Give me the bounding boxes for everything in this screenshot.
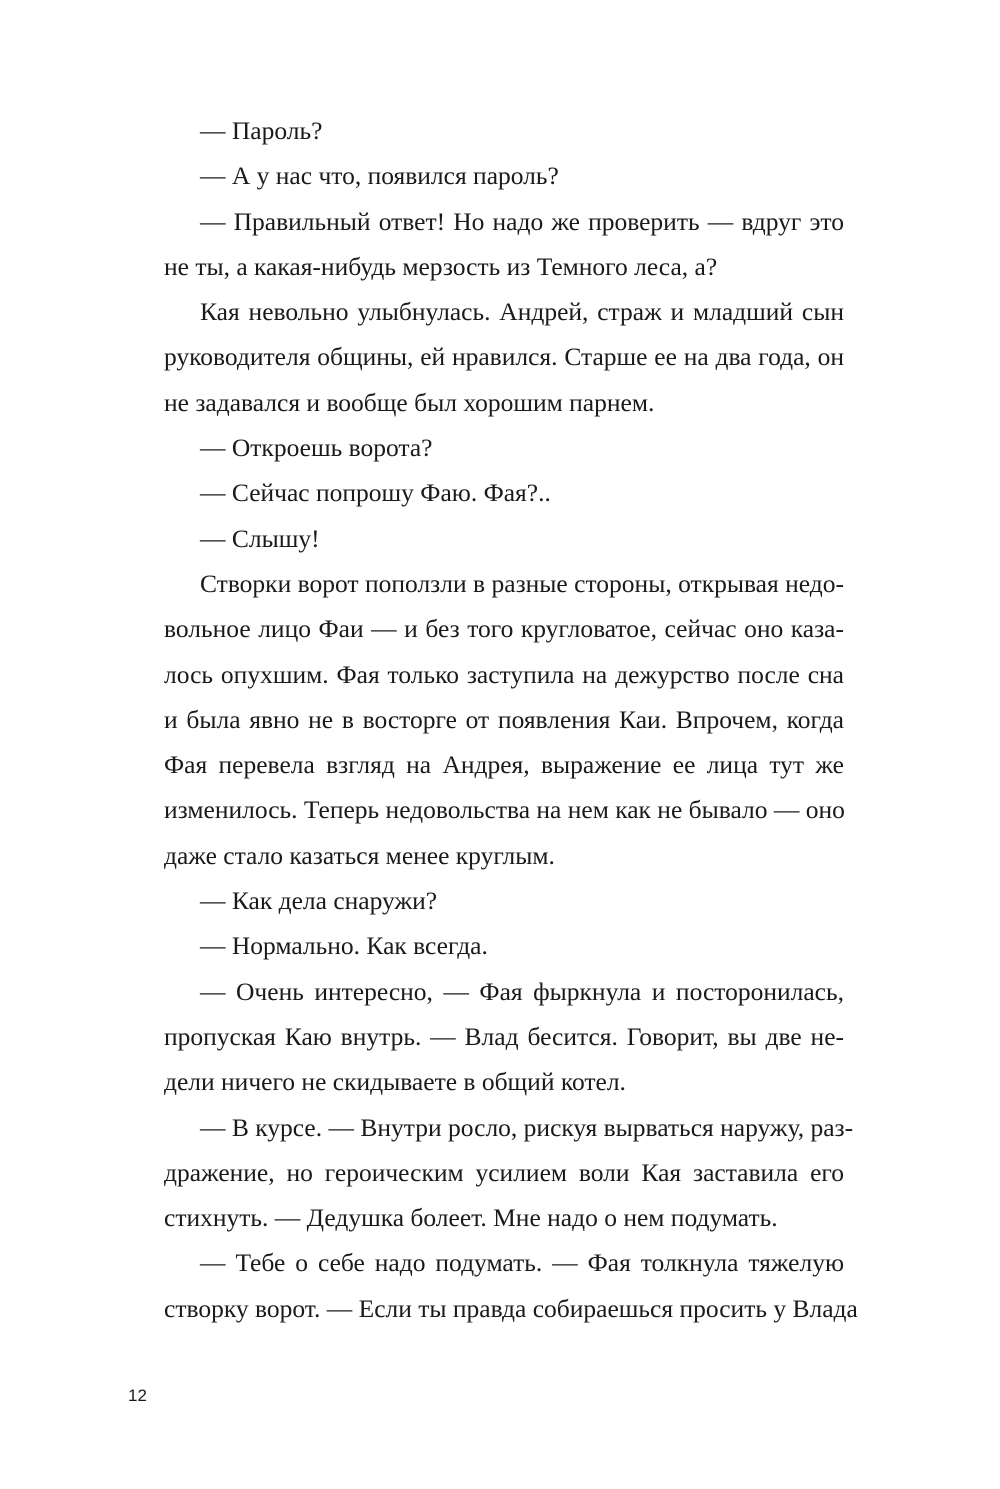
text-line: пропуская Каю внутрь. — Влад бесится. Говорит, вы две не-	[164, 1021, 844, 1051]
text-line: Створки ворот поползли в разные стороны, открывая недо-	[200, 568, 844, 598]
paragraph	[128, 199, 844, 290]
text-line: лось опухшим. Фая только заступила на дежурство после сна	[164, 659, 844, 689]
text-line: Кая невольно улыбнулась. Андрей, страж и младший сын	[200, 297, 844, 327]
text-line: не ты, а какая-нибудь мерзость из Темного леса, а?	[164, 251, 718, 281]
text-line: — Пароль?	[200, 116, 323, 145]
paragraph	[128, 1105, 854, 1241]
paragraph	[128, 108, 844, 153]
text-line: вольное лицо Фаи — и без того кругловатое, сейчас оно каза-	[164, 614, 844, 644]
text-line: даже стало казаться менее круглым.	[164, 840, 555, 870]
text-line: — Очень интересно, — Фая фыркнула и посторонилась,	[200, 976, 844, 1006]
text-line: — Тебе о себе надо подумать. — Фая толкнула тяжелую	[200, 1248, 844, 1278]
body-text	[128, 108, 858, 1331]
paragraph	[128, 923, 844, 968]
text-line: Фая перевела взгляд на Андрея, выражение ее лица тут же	[164, 750, 844, 780]
text-line: — Откроешь ворота?	[200, 433, 433, 463]
paragraph	[128, 561, 844, 878]
text-line: руководителя общины, ей нравился. Старше ее на два года, он	[164, 342, 844, 372]
paragraph	[128, 969, 844, 1105]
text-line: дражение, но героическим усилием воли Кая заставила его	[164, 1157, 844, 1187]
paragraph	[128, 425, 844, 470]
text-line: — Сейчас попрошу Фаю. Фая?..	[200, 478, 551, 508]
text-line: стихнуть. — Дедушка болеет. Мне надо о нем подумать.	[164, 1203, 778, 1233]
page-number: 12	[128, 1386, 147, 1405]
paragraph	[128, 1240, 858, 1331]
text-line: — Слышу!	[200, 523, 320, 553]
text-line: изменилось. Теперь недовольства на нем как не бывало — оно	[164, 795, 845, 825]
text-line: дели ничего не скидываете в общий котел.	[164, 1067, 626, 1097]
text-line: не задавался и вообще был хорошим парнем.	[164, 387, 655, 417]
paragraph	[128, 516, 844, 561]
text-line: — А у нас что, появился пароль?	[200, 161, 559, 191]
paragraph	[128, 153, 844, 198]
text-line: — Нормально. Как всегда.	[200, 931, 488, 961]
text-line: — Как дела снаружи?	[200, 886, 438, 916]
text-line: — В курсе. — Внутри росло, рискуя вырваться наружу, раз-	[200, 1112, 854, 1142]
text-line: створку ворот. — Если ты правда собираешься просить у Влада	[164, 1293, 858, 1323]
paragraph	[128, 289, 844, 425]
paragraph	[128, 470, 844, 515]
paragraph	[128, 878, 844, 923]
text-line: — Правильный ответ! Но надо же проверить — вдруг это	[200, 206, 844, 236]
text-line: и была явно не в восторге от появления Каи. Впрочем, когда	[164, 704, 844, 734]
